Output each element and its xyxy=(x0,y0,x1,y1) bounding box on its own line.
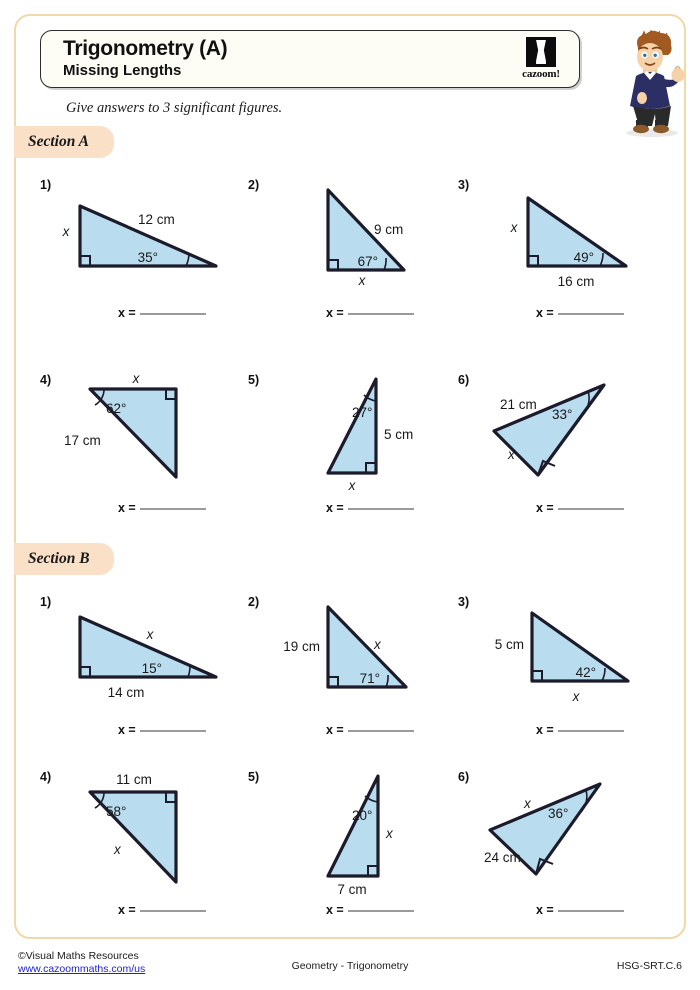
problem-b-2 xyxy=(248,595,463,745)
answer-line-a4[interactable] xyxy=(118,501,206,515)
answer-line-b5[interactable] xyxy=(326,903,414,917)
answer-line-a2[interactable] xyxy=(326,306,414,320)
triangle-figure-a5 xyxy=(266,373,466,495)
problem-b-5 xyxy=(248,770,463,925)
angle-label: 42° xyxy=(575,665,596,680)
problem-number: 2) xyxy=(248,595,260,609)
problem-number: 3) xyxy=(458,595,470,609)
triangle-figure-a1 xyxy=(58,178,258,288)
answer-blank[interactable] xyxy=(558,910,624,912)
problem-b-1 xyxy=(40,595,255,745)
answer-prefix: x = xyxy=(536,501,554,515)
answer-blank[interactable] xyxy=(140,508,206,510)
unknown-label: x xyxy=(114,842,121,857)
cazoom-logo xyxy=(517,37,565,83)
angle-label: 67° xyxy=(357,254,378,269)
triangle-figure-b2 xyxy=(266,595,466,705)
unknown-label: x xyxy=(374,637,381,652)
triangle-figure-b3 xyxy=(476,595,676,705)
problem-number: 4) xyxy=(40,770,52,784)
answer-blank[interactable] xyxy=(140,313,206,315)
page-title: Trigonometry (A) xyxy=(63,37,228,60)
footer-standard-code: HSG-SRT.C.6 xyxy=(616,960,682,972)
cazoom-logo-icon xyxy=(526,37,556,67)
answer-prefix: x = xyxy=(536,723,554,737)
angle-label: 58° xyxy=(106,804,127,819)
side-label: 16 cm xyxy=(557,274,595,288)
side-label: 5 cm xyxy=(494,637,524,652)
worksheet-header xyxy=(14,14,686,134)
side-label: 14 cm xyxy=(107,685,145,700)
problem-a-6 xyxy=(458,373,673,523)
section-a-label: Section A xyxy=(28,133,90,150)
answer-line-b1[interactable] xyxy=(118,723,206,737)
angle-label: 20° xyxy=(352,808,373,823)
problem-number: 3) xyxy=(458,178,470,192)
answer-prefix: x = xyxy=(326,501,344,515)
problem-b-6 xyxy=(458,770,673,925)
problem-b-3 xyxy=(458,595,673,745)
problem-a-4 xyxy=(40,373,255,523)
problem-number: 1) xyxy=(40,595,52,609)
answer-line-a1[interactable] xyxy=(118,306,206,320)
angle-label: 71° xyxy=(359,671,380,686)
problem-number: 1) xyxy=(40,178,52,192)
answer-blank[interactable] xyxy=(558,313,624,315)
copyright-text: ©Visual Maths Resources xyxy=(18,950,139,962)
answer-prefix: x = xyxy=(118,723,136,737)
side-label: 9 cm xyxy=(374,222,404,237)
answer-line-b4[interactable] xyxy=(118,903,206,917)
answer-prefix: x = xyxy=(118,306,136,320)
section-b-header xyxy=(14,543,114,575)
unknown-label: x xyxy=(358,273,366,288)
answer-blank[interactable] xyxy=(558,508,624,510)
answer-line-b3[interactable] xyxy=(536,723,624,737)
unknown-label: x xyxy=(146,627,154,642)
problem-number: 6) xyxy=(458,770,470,784)
answer-blank[interactable] xyxy=(558,730,624,732)
answer-line-a6[interactable] xyxy=(536,501,624,515)
triangle-figure-b5 xyxy=(266,770,466,898)
answer-blank[interactable] xyxy=(348,508,414,510)
angle-label: 15° xyxy=(141,661,162,676)
answer-prefix: x = xyxy=(326,306,344,320)
problem-number: 6) xyxy=(458,373,470,387)
answer-prefix: x = xyxy=(536,306,554,320)
website-link[interactable]: www.cazoommaths.com/us xyxy=(18,963,146,975)
answer-blank[interactable] xyxy=(348,730,414,732)
hourglass-icon xyxy=(535,40,548,64)
title-box xyxy=(40,30,580,88)
unknown-label: x xyxy=(132,373,140,386)
answer-prefix: x = xyxy=(326,723,344,737)
side-label: 12 cm xyxy=(138,212,175,227)
triangle-figure-b4 xyxy=(58,770,258,898)
side-label: 21 cm xyxy=(500,397,537,412)
unknown-label: x xyxy=(524,796,531,811)
section-a-header xyxy=(14,126,114,158)
answer-prefix: x = xyxy=(326,903,344,917)
problem-number: 4) xyxy=(40,373,52,387)
problem-a-3 xyxy=(458,178,673,328)
answer-line-a3[interactable] xyxy=(536,306,624,320)
unknown-label: x xyxy=(572,689,580,704)
side-label: 7 cm xyxy=(337,882,367,897)
answer-line-a5[interactable] xyxy=(326,501,414,515)
triangle-figure-a6 xyxy=(476,373,676,495)
answer-blank[interactable] xyxy=(348,910,414,912)
problem-b-4 xyxy=(40,770,255,925)
answer-blank[interactable] xyxy=(140,730,206,732)
section-b-label: Section B xyxy=(28,550,90,567)
unknown-label: x xyxy=(62,224,70,239)
triangle-figure-b1 xyxy=(58,595,258,705)
side-label: 19 cm xyxy=(283,639,320,654)
problem-a-2 xyxy=(248,178,463,328)
answer-prefix: x = xyxy=(118,903,136,917)
side-label: 5 cm xyxy=(384,427,414,442)
angle-label: 49° xyxy=(573,250,594,265)
mascot-illustration xyxy=(610,30,694,138)
cazoom-logo-wordmark: cazoom! xyxy=(522,68,560,80)
problem-number: 2) xyxy=(248,178,260,192)
triangle-figure-b6 xyxy=(476,770,676,898)
problem-a-5 xyxy=(248,373,463,523)
triangle-figure-a3 xyxy=(476,178,676,288)
problem-number: 5) xyxy=(248,373,260,387)
triangle-figure-a4 xyxy=(58,373,258,495)
angle-label: 62° xyxy=(106,401,127,416)
triangle-figure-a2 xyxy=(266,178,466,288)
problem-number: 5) xyxy=(248,770,260,784)
footer-topic: Geometry - Trigonometry xyxy=(291,960,409,972)
answer-blank[interactable] xyxy=(348,313,414,315)
answer-blank[interactable] xyxy=(140,910,206,912)
page-subtitle: Missing Lengths xyxy=(63,62,182,79)
unknown-label: x xyxy=(508,447,515,462)
worksheet-footer xyxy=(14,950,686,984)
angle-label: 36° xyxy=(548,806,569,821)
answer-prefix: x = xyxy=(118,501,136,515)
answer-line-b6[interactable] xyxy=(536,903,624,917)
instruction-text: Give answers to 3 significant figures. xyxy=(66,100,283,116)
angle-label: 27° xyxy=(352,405,373,420)
problem-a-1 xyxy=(40,178,255,328)
answer-line-b2[interactable] xyxy=(326,723,414,737)
angle-label: 35° xyxy=(137,250,158,265)
side-label: 11 cm xyxy=(116,772,152,787)
side-label: 24 cm xyxy=(484,850,521,865)
answer-prefix: x = xyxy=(536,903,554,917)
unknown-label: x xyxy=(386,826,393,841)
side-label: 17 cm xyxy=(64,433,101,448)
unknown-label: x xyxy=(348,478,356,493)
angle-label: 33° xyxy=(552,407,573,422)
unknown-label: x xyxy=(510,220,518,235)
